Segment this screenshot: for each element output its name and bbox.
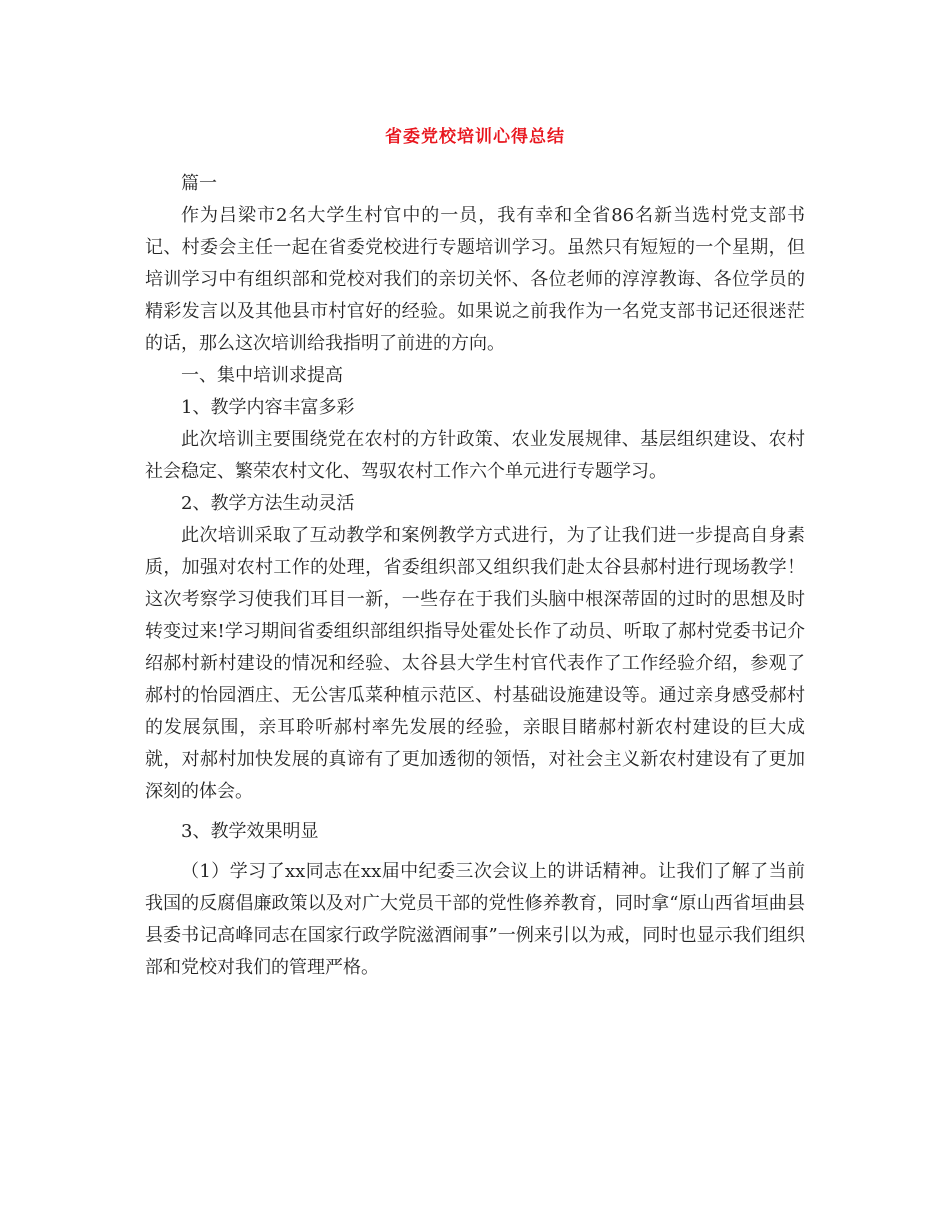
paragraph: 此次培训采取了互动教学和案例教学方式进行，为了让我们进一步提高自身素质，加强对农村工作的处理，省委组织部又组织我们赴太谷县郝村进行现场教学！这次考察学习使我们耳目一新，一些存在于我们头脑中根深蒂固的过时的思想及时转变过来!学习期间省委组织部组织指导处霍处长作了动员、听取了郝村党委书记介绍郝村新村建设的情况和经验、太谷县大学生村官代表作了工作经验介绍，参观了郝村的怡园酒庄、无公害瓜菜种植示范区、村基础设施建设等。通过亲身感受郝村的发展氛围，亲耳聆听郝村率先发展的经验，亲眼目睹郝村新农村建设的巨大成就，对郝村加快发展的真谛有了更加透彻的领悟，对社会主义新农村建设有了更加深刻的体会。 xyxy=(145,525,805,802)
heading-level-2: 1、教学内容丰富多彩 xyxy=(181,397,355,418)
heading-level-2: 3、教学效果明显 xyxy=(181,821,319,842)
paragraph: 此次培训主要围绕党在农村的方针政策、农业发展规律、基层组织建设、农村社会稳定、繁荣农村文化、驾驭农村工作六个单元进行专题学习。 xyxy=(145,429,805,482)
section-label: 篇一 xyxy=(181,173,217,194)
paragraph: （1）学习了xx同志在xx届中纪委三次会议上的讲话精神。让我们了解了当前我国的反腐倡廉政策以及对广大党员干部的党性修养教育，同时拿“原山西省垣曲县县委书记高峰同志在国家行政学院滋酒闹事”一例来引以为戒，同时也显示我们组织部和党校对我们的管理严格。 xyxy=(145,861,805,978)
document-title: 省委党校培训心得总结 xyxy=(385,127,565,147)
paragraph: 作为吕梁市2名大学生村官中的一员，我有幸和全省86名新当选村党支部书记、村委会主任一起在省委党校进行专题培训学习。虽然只有短短的一个星期，但培训学习中有组织部和党校对我们的亲切关怀、各位老师的淳淳教诲、各位学员的精彩发言以及其他县市村官好的经验。如果说之前我作为一名党支部书记还很迷茫的话，那么这次培训给我指明了前进的方向。 xyxy=(145,205,805,354)
heading-level-2: 2、教学方法生动灵活 xyxy=(181,493,355,514)
document-body xyxy=(145,168,805,984)
heading-level-1: 一、集中培训求提高 xyxy=(181,365,343,386)
